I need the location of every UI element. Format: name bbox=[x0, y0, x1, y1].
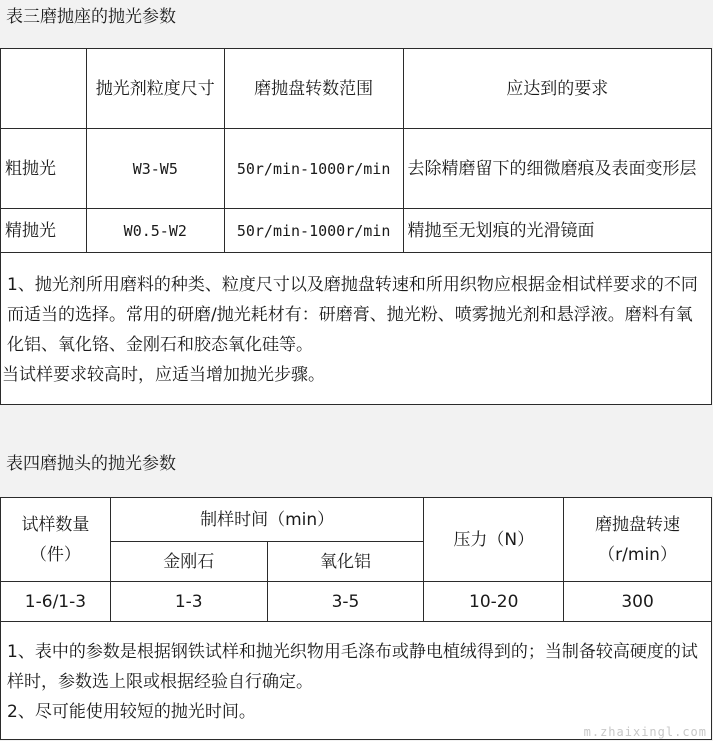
table4-caption: 表四磨抛头的抛光参数 bbox=[6, 454, 176, 474]
polishing-head-table bbox=[0, 497, 712, 740]
header-cell-requirement: 应达到的要求 bbox=[403, 49, 711, 129]
note-line: 1、抛光剂所用磨料的种类、粒度尺寸以及磨抛盘转速和所用织物应根据金相试样要求的不同而适当的选择。常用的研磨/抛光耗材有：研磨膏、抛光粉、喷雾抛光剂和悬浮液。磨料有氧化铝、氧化铬、金刚石和胶态氧化硅等。 bbox=[7, 274, 698, 355]
header-cell-diamond: 金刚石 bbox=[110, 542, 267, 582]
table-header-row bbox=[1, 49, 712, 129]
sample-count-cell: 1-6/1-3 bbox=[1, 582, 111, 622]
diamond-time-cell: 1-3 bbox=[110, 582, 267, 622]
header-cell-empty bbox=[1, 49, 87, 129]
speed-cell: 50r/min-1000r/min bbox=[224, 209, 403, 253]
grit-cell: W0.5-W2 bbox=[86, 209, 224, 253]
requirement-cell: 精抛至无划痕的光滑镜面 bbox=[403, 209, 711, 253]
table-header-row bbox=[1, 498, 712, 542]
pressure-cell: 10-20 bbox=[424, 582, 564, 622]
header-cell-alumina: 氧化铝 bbox=[267, 542, 424, 582]
note-line: 1、表中的参数是根据钢铁试样和抛光织物用毛涤布或静电植绒得到的；当制备较高硬度的试样时，参数选上限或根据经验自行确定。 bbox=[7, 641, 698, 692]
alumina-time-cell: 3-5 bbox=[267, 582, 424, 622]
polishing-seat-table bbox=[0, 48, 712, 405]
requirement-cell: 去除精磨留下的细微磨痕及表面变形层 bbox=[403, 129, 711, 209]
table3-caption: 表三磨抛座的抛光参数 bbox=[6, 7, 176, 27]
header-cell-sample-count: 试样数量（件） bbox=[1, 498, 111, 582]
table-row bbox=[1, 129, 712, 209]
stage-cell: 粗抛光 bbox=[1, 129, 87, 209]
note-line: 当试样要求较高时，应适当增加抛光步骤。 bbox=[2, 364, 325, 385]
speed-cell: 50r/min-1000r/min bbox=[224, 129, 403, 209]
header-cell-disc-speed: 磨抛盘转速（r/min） bbox=[564, 498, 712, 582]
disc-speed-cell: 300 bbox=[564, 582, 712, 622]
table-note-row bbox=[1, 622, 712, 740]
table3-note bbox=[1, 253, 712, 405]
header-cell-prep-time: 制样时间（min） bbox=[110, 498, 423, 542]
table-note-row bbox=[1, 253, 712, 405]
watermark: m.zhaixingl.com bbox=[583, 725, 707, 739]
table-row bbox=[1, 209, 712, 253]
header-cell-grit-size: 抛光剂粒度尺寸 bbox=[86, 49, 224, 129]
grit-cell: W3-W5 bbox=[86, 129, 224, 209]
table-row bbox=[1, 582, 712, 622]
note-line: 2、尽可能使用较短的抛光时间。 bbox=[7, 701, 256, 722]
header-cell-pressure: 压力（N） bbox=[424, 498, 564, 582]
header-cell-speed-range: 磨抛盘转数范围 bbox=[224, 49, 403, 129]
stage-cell: 精抛光 bbox=[1, 209, 87, 253]
table4-note bbox=[1, 622, 712, 740]
